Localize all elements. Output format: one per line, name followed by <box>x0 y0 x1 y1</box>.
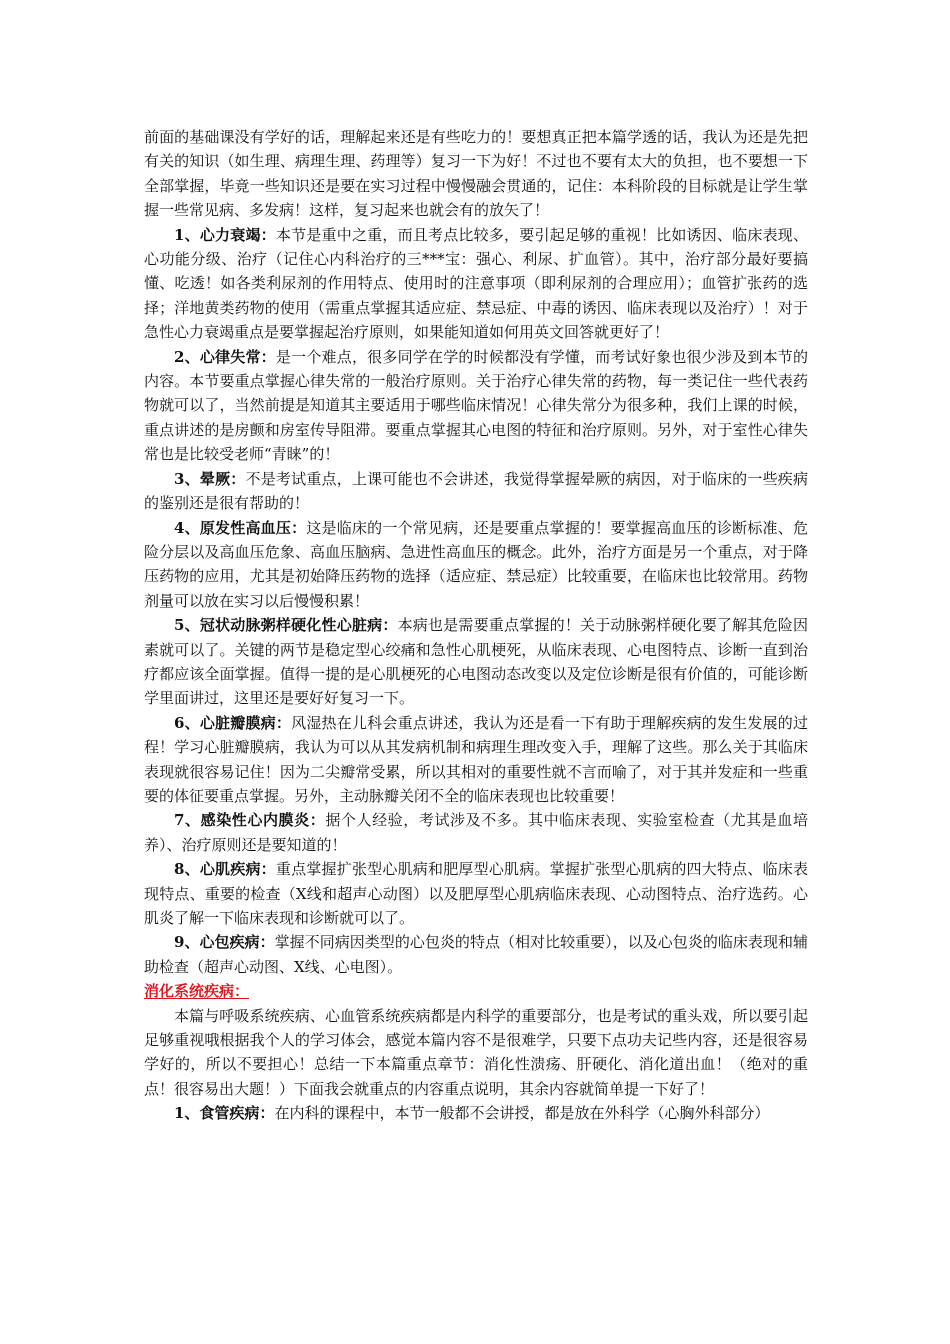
item-title: 5、冠状动脉粥样硬化性心脏病： <box>174 616 398 635</box>
cardio-item-8 <box>144 857 808 930</box>
item-body: 掌握不同病因类型的心包炎的特点（相对比较重要），以及心包炎的临床表现和辅助检查（超声心动图、X线、心电图）。 <box>144 933 808 976</box>
item-body: 是一个难点，很多同学在学的时候都没有学懂，而考试好象也很少涉及到本节的内容。本节要重点掌握心律失常的一般治疗原则。关于治疗心律失常的药物，每一类记住一些代表药物就可以了，当然前提是知道其主要适用于哪些临床情况！心律失常分为很多种，我们上课的时候，重点讲述的是房颤和房室传导阻滞。要重点掌握其心电图的特征和治疗原则。另外，对于室性心律失常也是比较受老师“青睐”的！ <box>144 347 808 464</box>
cardio-item-6 <box>144 711 808 809</box>
item-title: 1、食管疾病： <box>174 1104 275 1123</box>
document-body <box>144 125 808 1126</box>
cardio-item-3 <box>144 467 808 516</box>
item-body: 本节是重中之重，而且考点比较多，要引起足够的重视！比如诱因、临床表现、心功能分级、治疗（记住心内科治疗的三***宝：强心、利尿、扩血管）。其中，治疗部分最好要搞懂、吃透！如各类利尿剂的作用特点、使用时的注意事项（即利尿剂的合理应用）；血管扩张药的选择；洋地黄类药物的使用（需重点掌握其适应症、禁忌症、中毒的诱因、临床表现以及治疗）！对于急性心力衰竭重点是要掌握起治疗原则，如果能知道如何用英文回答就更好了！ <box>144 225 808 342</box>
cardio-item-7 <box>144 808 808 857</box>
item-title: 7、感染性心内膜炎： <box>174 811 326 830</box>
cardio-item-2 <box>144 345 808 467</box>
item-title: 9、心包疾病： <box>174 933 275 952</box>
item-body: 不是考试重点，上课可能也不会讲述，我觉得掌握晕厥的病因，对于临床的一些疾病的鉴别还是很有帮助的！ <box>144 469 808 513</box>
intro-paragraph: 前面的基础课没有学好的话，理解起来还是有些吃力的！要想真正把本篇学透的话，我认为还是先把有关的知识（如生理、病理生理、药理等）复习一下为好！不过也不要有太大的负担，也不要想一下全部掌握，毕竟一些知识还是要在实习过程中慢慢融会贯通的，记住：本科阶段的目标就是让学生掌握一些常见病、多发病！这样，复习起来也就会有的放矢了！ <box>144 128 808 220</box>
item-title: 6、心脏瓣膜病： <box>174 713 292 732</box>
item-title: 1、心力衰竭： <box>174 225 276 244</box>
item-title: 4、原发性高血压： <box>174 518 307 537</box>
item-title: 8、心肌疾病： <box>174 860 276 879</box>
cardio-item-1 <box>144 223 808 345</box>
item-body: 据个人经验，考试涉及不多。其中临床表现、实验室检查（尤其是血培养）、治疗原则还是要知道的！ <box>144 811 808 854</box>
digestive-item-1 <box>144 1101 808 1125</box>
section-heading-digestive: 消化系统疾病： <box>144 982 250 1001</box>
item-body: 本病也是需要重点掌握的！关于动脉粥样硬化要了解其危险因素就可以了。关键的两节是稳定型心绞痛和急性心肌梗死，从临床表现、心电图特点、诊断一直到治疗都应该全面掌握。值得一提的是心肌梗死的心电图动态改变以及定位诊断是很有价值的，可能诊断学里面讲过，这里还是要好好复习一下。 <box>144 616 808 708</box>
item-body: 这是临床的一个常见病，还是要重点掌握的！要掌握高血压的诊断标准、危险分层以及高血压危象、高血压脑病、急进性高血压的概念。此外，治疗方面是另一个重点，对于降压药物的应用，尤其是初始降压药物的选择（适应症、禁忌症）比较重要，在临床也比较常用。药物剂量可以放在实习以后慢慢积累！ <box>144 518 808 610</box>
item-body: 在内科的课程中，本节一般都不会讲授，都是放在外科学（心胸外科部分） <box>274 1104 770 1123</box>
cardio-item-5 <box>144 613 808 711</box>
cardio-item-4 <box>144 516 808 614</box>
cardio-item-9 <box>144 930 808 979</box>
digestive-intro-paragraph: 本篇与呼吸系统疾病、心血管系统疾病都是内科学的重要部分，也是考试的重头戏，所以要引起足够重视哦根据我个人的学习体会，感觉本篇内容不是很难学，只要下点功夫记些内容，还是很容易学好的，所以不要担心！总结一下本篇重点章节：消化性溃疡、肝硬化、消化道出血！（绝对的重点！很容易出大题！）下面我会就重点的内容重点说明，其余内容就简单提一下好了！ <box>144 1006 808 1098</box>
item-body: 重点掌握扩张型心肌病和肥厚型心肌病。掌握扩张型心肌病的四大特点、临床表现特点、重要的检查（X线和超声心动图）以及肥厚型心肌病临床表现、心动图特点、治疗选药。心肌炎了解一下临床表现和诊断就可以了。 <box>144 860 808 927</box>
item-title: 3、晕厥： <box>174 469 246 488</box>
item-title: 2、心律失常： <box>174 347 276 366</box>
item-body: 风湿热在儿科会重点讲述，我认为还是看一下有助于理解疾病的发生发展的过程！学习心脏瓣膜病，我认为可以从其发病机制和病理生理改变入手，理解了这些。那么关于其临床表现就很容易记住！因为二尖瓣常受累，所以其相对的重要性就不言而喻了，对于其并发症和一些重要的体征要重点掌握。另外，主动脉瓣关闭不全的临床表现也比较重要！ <box>144 713 808 805</box>
